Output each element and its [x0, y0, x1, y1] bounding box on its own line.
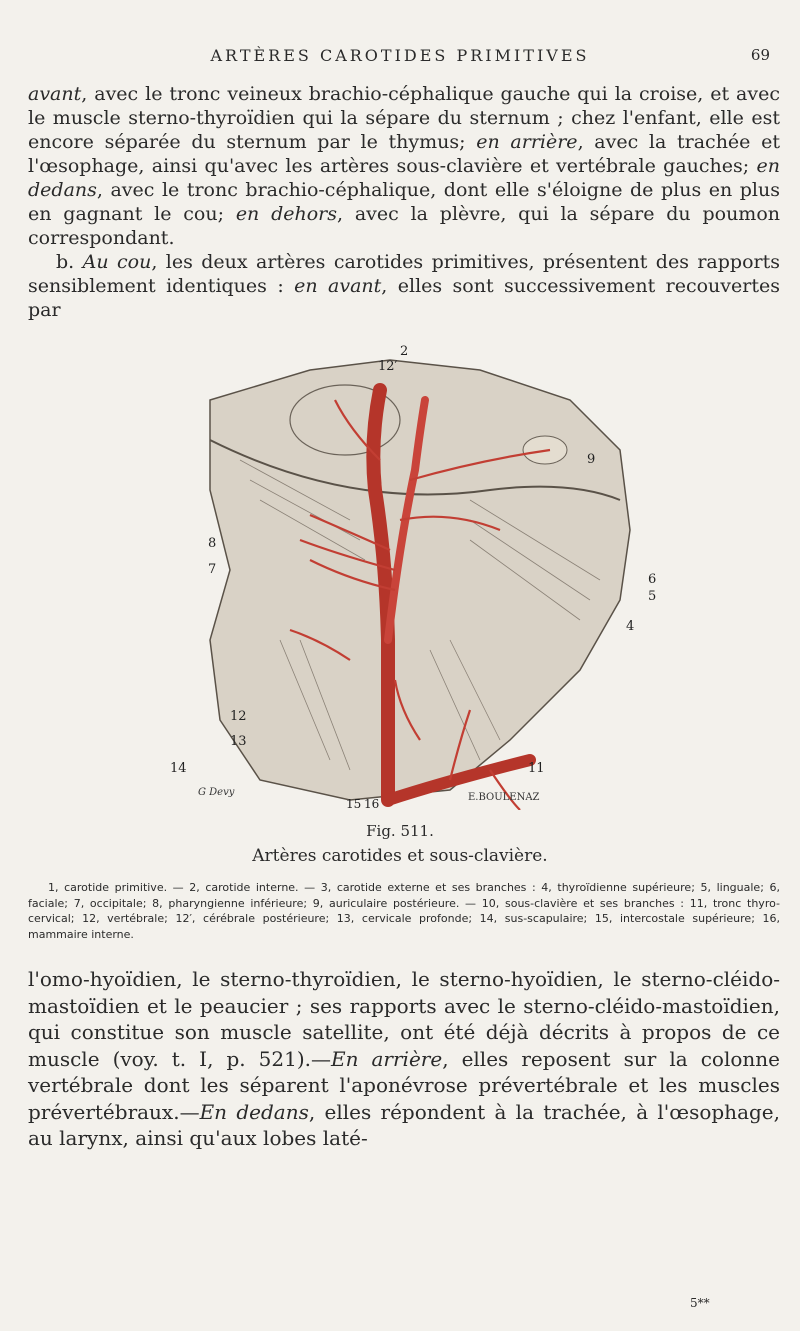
label-13: 13: [230, 734, 247, 749]
figure-legend: [28, 880, 780, 942]
text-run: , elles répondent à la trachée, à l'œsophage, au larynx, ainsi qu'aux lobes laté-: [28, 1099, 780, 1150]
text-run: , avec la plèvre, qui la sépare du poumon correspondant.: [28, 203, 780, 249]
legend-text: 1, carotide primitive. — 2, carotide interne. — 3, carotide externe et ses branches : 4, thyroïdienne supérieure; 5, linguale; 6, faciale; 7, occipitale; 8, pharyngienne inférieure; 9, auriculaire postérieure. — 10, sous-clavière et ses branches : 11, tronc thyro-cervical; 12, vertébrale; 12′, cérébrale postérieure; 13, cervicale profonde; 14, sus-scapulaire; 15, intercostale supérieure; 16, mammaire interne.: [28, 881, 780, 941]
text-run: , les deux artères carotides primitives, présentent des rapports sensiblement identiques :: [28, 251, 780, 297]
label-12: 12: [230, 709, 247, 724]
neck-arteries-illustration: [150, 340, 710, 810]
signature-mark: 5**: [690, 1296, 710, 1310]
label-5: 5: [648, 589, 657, 604]
figure-caption: Artères carotides et sous-clavière.: [252, 846, 548, 866]
anatomical-figure: [150, 340, 710, 810]
paragraph-1: [28, 82, 780, 250]
paragraph-2: [28, 250, 780, 322]
page-number: 69: [750, 46, 770, 64]
label-12-prime: 12′: [378, 359, 398, 374]
text-run: , avec le tronc veineux brachio-céphalique gauche qui la croise, et avec le muscle sterno-thyroïdien qui la sépare du sternum ; chez l'enfant, elle est encore séparée du sternum par le thymus;: [28, 83, 780, 153]
bottom-paragraph: [28, 966, 780, 1152]
top-paragraphs: [28, 82, 780, 322]
emph-en-dedans: en dedans: [28, 155, 780, 201]
label-15: 15: [346, 797, 362, 810]
running-head: ARTÈRES CAROTIDES PRIMITIVES: [210, 46, 590, 65]
figure-number: Fig. 511.: [366, 822, 434, 840]
label-8: 8: [208, 536, 217, 551]
text-run: , avec le tronc brachio-céphalique, dont elle s'éloigne de plus en plus en gagnant le cou;: [28, 179, 780, 225]
label-2: 2: [400, 344, 409, 359]
emph-en-dedans-2: En dedans: [199, 1099, 309, 1124]
emph-avant: avant: [28, 83, 82, 105]
label-16: 16: [364, 797, 380, 810]
label-6: 6: [648, 572, 657, 587]
text-run: , elles sont successivement recouvertes par: [28, 275, 780, 321]
emph-en-dehors: en dehors: [235, 203, 338, 225]
label-7: 7: [208, 562, 217, 577]
engraver-signature: E.BOULENAZ: [468, 792, 540, 803]
text-run: , avec la trachée et l'œsophage, ainsi qu'avec les artères sous-clavière et vertébrale gauches;: [28, 131, 780, 177]
label-11: 11: [528, 761, 545, 776]
text-run: l'omo-hyoïdien, le sterno-thyroïdien, le sterno-hyoïdien, le sterno-cléido-mastoïdien et le peaucier ; ses rapports avec le sterno-cléido-mastoïdien, qui constitue son muscle satellite, ont été déjà décrits à propos de ce muscle (voy. t. I, p. 521).—: [28, 967, 780, 1071]
paragraph-3: [28, 966, 780, 1152]
emph-en-avant: en avant: [294, 275, 382, 297]
text-run: , elles reposent sur la colonne vertébrale dont les séparent l'aponévrose prévertébrale et les muscles prévertébraux.—: [28, 1046, 780, 1124]
text-run: b.: [56, 251, 83, 273]
emph-en-arriere: en arrière: [476, 131, 578, 153]
label-4: 4: [626, 619, 635, 634]
label-9: 9: [587, 452, 596, 467]
emph-au-cou: Au cou: [82, 251, 152, 273]
label-14: 14: [170, 761, 187, 776]
artist-signature: G Devy: [198, 787, 235, 798]
emph-en-arriere-2: En arrière: [331, 1046, 443, 1071]
